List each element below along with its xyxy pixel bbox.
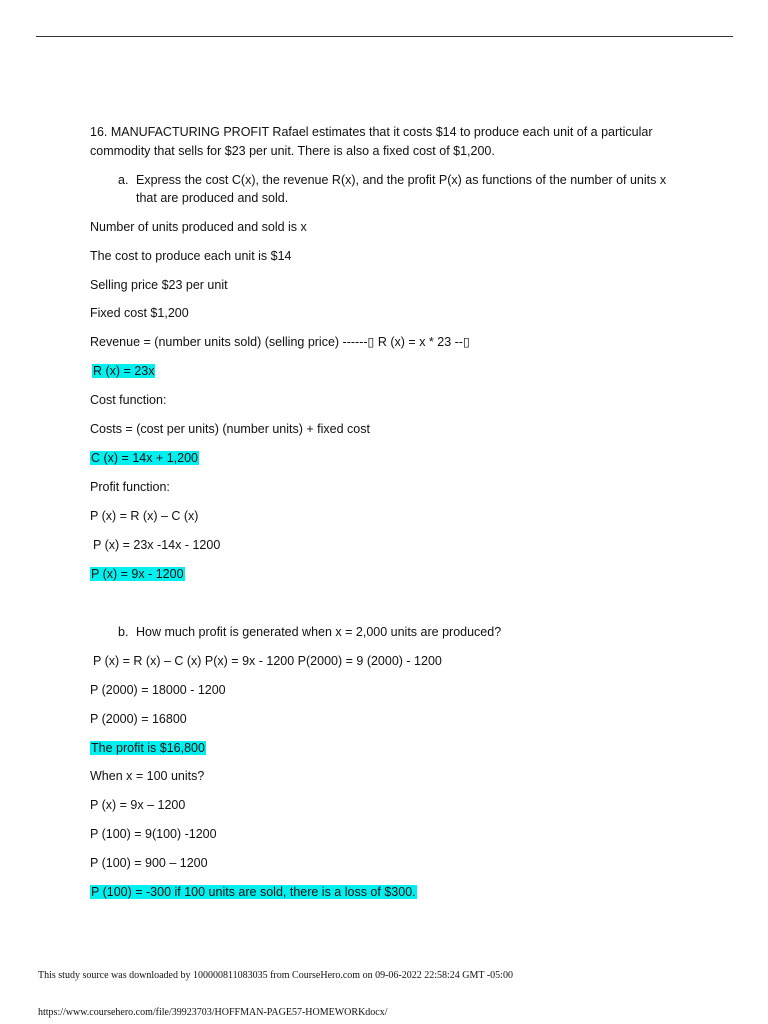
x-100-question: When x = 100 units? [90,769,205,783]
revenue-derivation: Revenue = (number units sold) (selling price) ------▯ R (x) = x * 23 --▯ [90,335,470,349]
highlight: C (x) = 14x + 1,200 [91,451,199,465]
problem-statement-line-1: 16. MANUFACTURING PROFIT Rafael estimates that it costs $14 to produce each unit of a particular [90,125,653,139]
cost-function-result [90,450,199,466]
part-a-question-line-2: that are produced and sold. [136,191,289,205]
profit-100-substitution: P (100) = 9(100) -1200 [90,827,217,841]
profit-2000-result [90,740,206,756]
profit-2000-step: P (2000) = 18000 - 1200 [90,683,226,697]
fixed-cost-line: Fixed cost $1,200 [90,306,189,320]
profit-2000-setup: P (x) = R (x) – C (x) P(x) = 9x - 1200 P(2000) = 9 (2000) - 1200 [93,654,442,668]
highlight: P (100) = -300 if 100 units are sold, there is a loss of $300. [91,885,416,899]
header-rule [36,36,733,37]
profit-definition: P (x) = R (x) – C (x) [90,509,199,523]
part-b-marker: b. [118,625,129,639]
unit-cost-line: The cost to produce each unit is $14 [90,249,292,263]
highlight: The profit is $16,800 [91,741,205,755]
highlight: R (x) = 23x [93,364,155,378]
profit-100-result [90,884,417,900]
cost-function-heading: Cost function: [90,393,167,407]
cost-derivation: Costs = (cost per units) (number units) + fixed cost [90,422,370,436]
profit-substitution: P (x) = 23x -14x - 1200 [93,538,221,552]
revenue-function-result [92,363,155,379]
profit-100-step: P (100) = 900 – 1200 [90,856,208,870]
source-url: https://www.coursehero.com/file/39923703/HOFFMAN-PAGE57-HOMEWORKdocx/ [38,1007,388,1018]
part-a-question-line-1: Express the cost C(x), the revenue R(x), and the profit P(x) as functions of the number of units x [136,173,667,187]
part-b-question: How much profit is generated when x = 2,000 units are produced? [136,625,502,639]
download-notice: This study source was downloaded by 100000811083035 from CourseHero.com on 09-06-2022 22:58:24 GMT -05:00 [38,970,513,981]
profit-function-heading: Profit function: [90,480,170,494]
problem-statement-line-2: commodity that sells for $23 per unit. There is also a fixed cost of $1,200. [90,144,495,158]
profit-function-restated: P (x) = 9x – 1200 [90,798,186,812]
units-definition: Number of units produced and sold is x [90,220,307,234]
highlight: P (x) = 9x - 1200 [91,567,184,581]
part-a-marker: a. [118,173,129,187]
profit-2000-value: P (2000) = 16800 [90,712,187,726]
selling-price-line: Selling price $23 per unit [90,278,228,292]
profit-function-result [90,566,185,582]
